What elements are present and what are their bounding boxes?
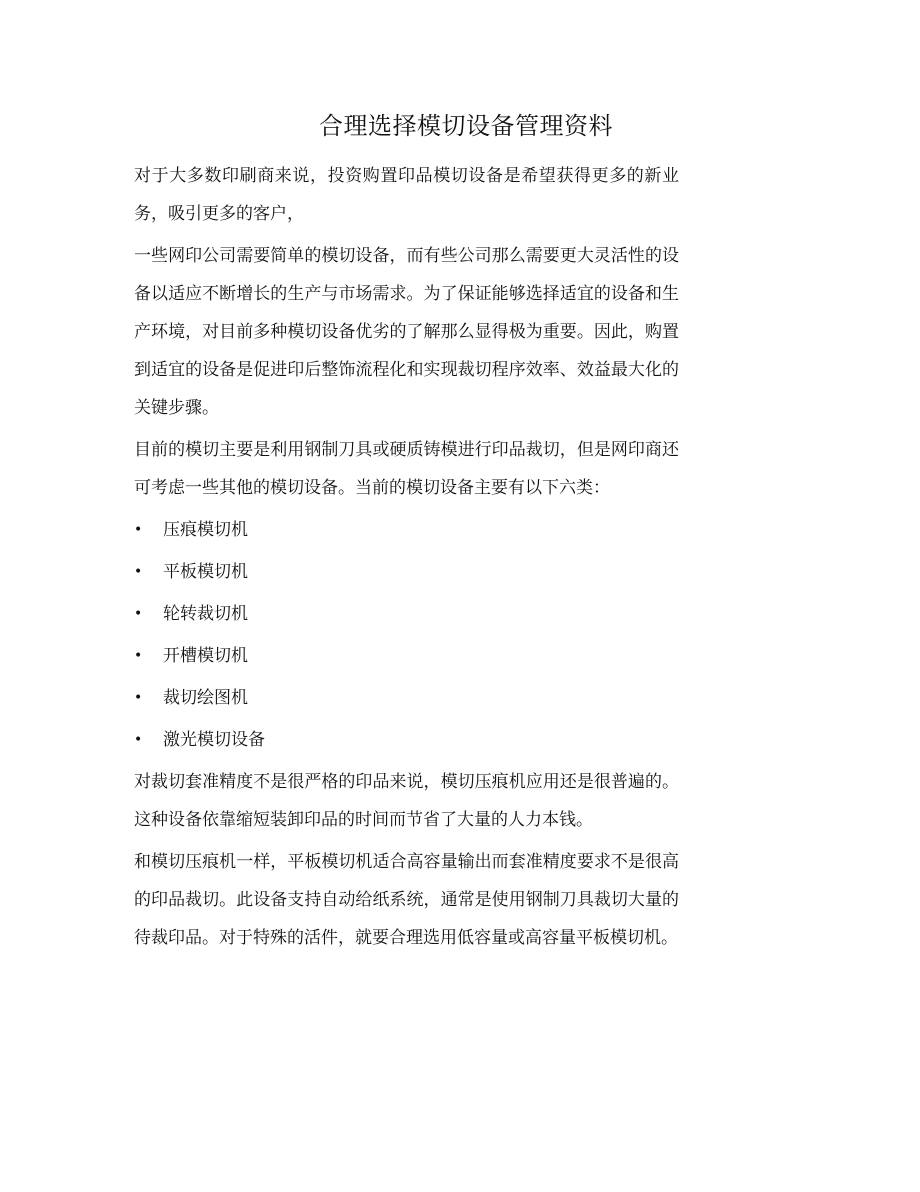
list-item-label: 平板模切机 — [163, 562, 248, 582]
list-item — [134, 637, 679, 675]
bullet-icon: • — [134, 648, 143, 664]
list-item-label: 压痕模切机 — [163, 520, 248, 540]
list-item — [134, 721, 679, 759]
bullet-icon: • — [134, 606, 143, 622]
list-item-label: 激光模切设备 — [163, 730, 265, 750]
list-item — [134, 511, 679, 549]
list-item-label: 裁切绘图机 — [163, 688, 248, 708]
paragraph-flatbed-machine: 和模切压痕机一样，平板模切机适合高容量输出而套准精度要求不是很高的印品裁切。此设备支持自动给纸系统，通常是使用钢制刀具裁切大量的待裁印品。对于特殊的活件，就要合理选用低容量或高容量平板模切机。 — [134, 852, 679, 948]
document-body — [134, 157, 679, 957]
list-item-label: 开槽模切机 — [163, 646, 248, 666]
bullet-icon: • — [134, 564, 143, 580]
paragraph-creasing-machine: 对裁切套准精度不是很严格的印品来说，模切压痕机应用还是很普遍的。这种设备依靠缩短装卸印品的时间而节省了大量的人力本钱。 — [134, 772, 679, 830]
bullet-icon: • — [134, 690, 143, 706]
document-title: 合理选择模切设备管理资料 — [319, 112, 613, 140]
list-item-label: 轮转裁切机 — [163, 604, 248, 624]
list-item — [134, 679, 679, 717]
equipment-list — [134, 511, 679, 759]
bullet-icon: • — [134, 522, 143, 538]
paragraph-equipment-types: 目前的模切主要是利用钢制刀具或硬质铸模进行印品裁切，但是网印商还可考虑一些其他的模切设备。当前的模切设备主要有以下六类： — [134, 440, 679, 498]
bullet-icon: • — [134, 732, 143, 748]
list-item — [134, 553, 679, 591]
paragraph-equipment-needs: 一些网印公司需要简单的模切设备，而有些公司那么需要更大灵活性的设备以适应不断增长的生产与市场需求。为了保证能够选择适宜的设备和生产环境，对目前多种模切设备优劣的了解那么显得极为重要。因此，购置到适宜的设备是促进印后整饰流程化和实现裁切程序效率、效益最大化的关键步骤。 — [134, 246, 679, 418]
paragraph-intro: 对于大多数印刷商来说，投资购置印品模切设备是希望获得更多的新业务，吸引更多的客户， — [134, 166, 679, 224]
list-item — [134, 595, 679, 633]
